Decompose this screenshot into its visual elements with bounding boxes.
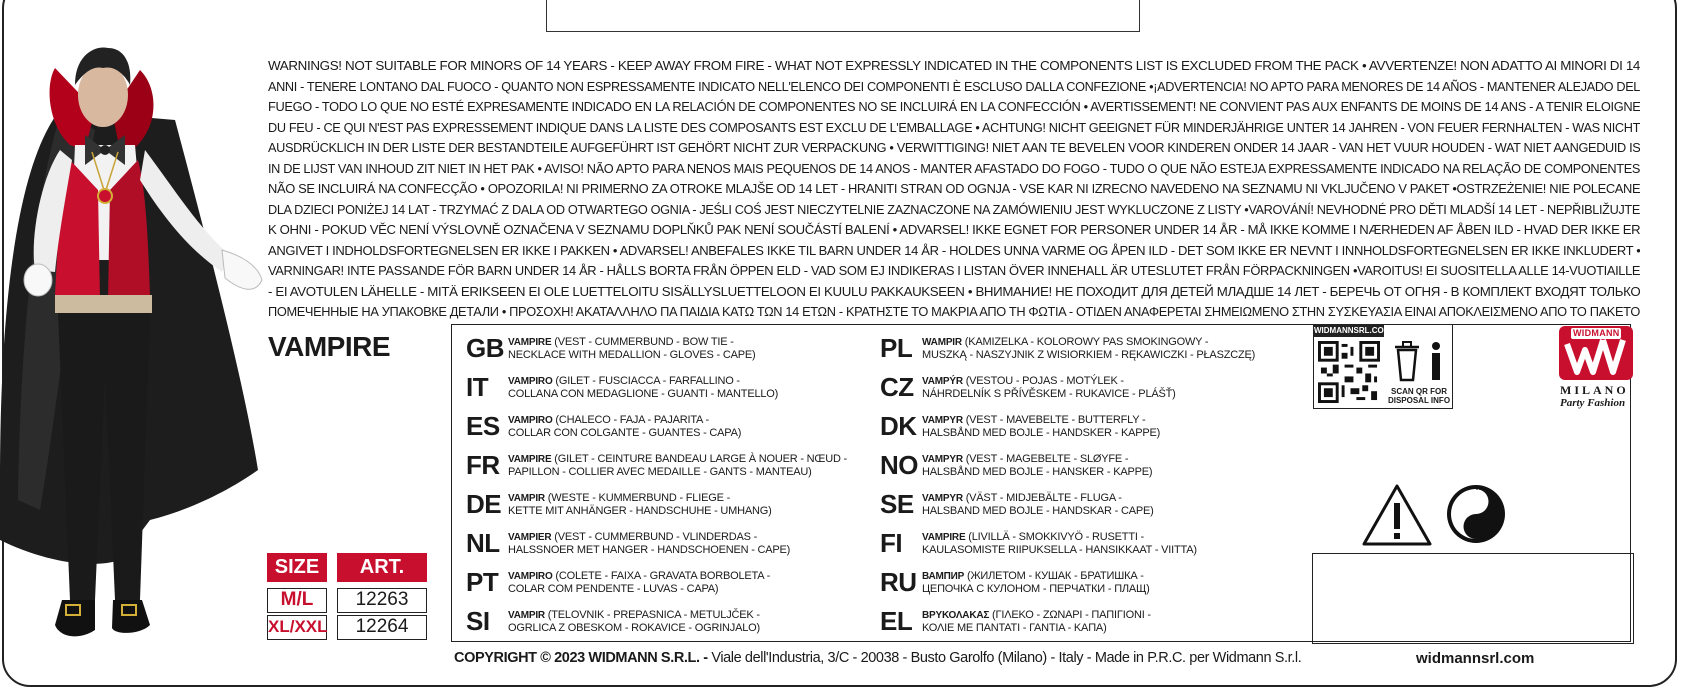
- language-components: [508, 492, 772, 517]
- costume-name: ΒΡΥΚΟΛΑΚΑΣ: [922, 610, 990, 621]
- warning-line: FUEGO - TODO LO QUE NO ESTÉ EXPRESAMENTE INDICADO EN LA RELACIÓN DE COMPONENTES NO SE INCLUIRÁ EN LA CONFECCIÓN • AVERTISSEMENT! NE CONVIENT PAS AUX ENFANTS DE MOINS DE 14 ANS - A TENIR ELOIGNE: [268, 100, 1641, 114]
- language-components: [508, 336, 756, 361]
- qr-header: WIDMANNSRL.COM: [1314, 326, 1391, 335]
- language-components: [508, 375, 778, 400]
- language-entry-si: [466, 606, 760, 637]
- costume-name: VAMPYR: [922, 454, 963, 465]
- language-entry-pl: [880, 333, 1255, 364]
- language-components: [508, 414, 741, 439]
- language-components: [508, 453, 847, 478]
- language-entry-nl: [466, 528, 790, 559]
- art-header: ART.: [337, 553, 427, 582]
- warning-line: K OHNI - POKUD VĚC NENÍ VÝSLOVNĚ OZNAČENA V SEZNAMU DOPLŇKŮ PAK NENÍ SOUČÁSTÍ BALENÍ • ADVARSEL! IKKE EGNET FOR PERSONER UNDER 14 ÅR - MÅ IKKE KOMME I NÆRHEDEN AF ÅBEN ILD - HVAD DER IKKE ER: [268, 223, 1640, 237]
- components-line1: (TELOVNIK - PREPASNICA - METULJČEK -: [544, 609, 760, 621]
- language-entry-gb: [466, 333, 756, 364]
- language-code: DE: [466, 489, 502, 519]
- language-components: [922, 531, 1197, 556]
- costume-name: VAMPIRO: [508, 571, 553, 582]
- brand-city: MILANO: [1560, 383, 1629, 397]
- components-line2: COLAR COM PENDENTE - LUVAS - CAPA): [508, 583, 719, 595]
- qr-code-icon: [1318, 340, 1380, 404]
- language-components: [922, 570, 1150, 595]
- language-entry-fi: [880, 528, 1197, 559]
- language-entry-de: [466, 489, 772, 520]
- widmann-logo: [1553, 326, 1643, 411]
- qr-disposal-box: [1313, 324, 1453, 409]
- website-link[interactable]: widmannsrl.com: [1416, 650, 1535, 667]
- blank-label-box: [1312, 553, 1634, 644]
- green-dot-recycle-icon: [1445, 483, 1507, 545]
- language-code: EL: [880, 606, 913, 636]
- language-entry-fr: [466, 450, 847, 481]
- art-cell: 12263: [337, 588, 427, 613]
- components-line1: (VÄST - MIDJEBÄLTE - FLUGA -: [962, 492, 1122, 504]
- language-entry-es: [466, 411, 741, 442]
- components-line1: (VEST - CUMMERBUND - VLINDERDAS -: [551, 531, 758, 543]
- widmann-logo-text: WIDMANN: [1573, 328, 1620, 338]
- language-code: RU: [880, 567, 917, 597]
- language-code: NO: [880, 450, 918, 480]
- language-entry-cz: [880, 372, 1176, 403]
- components-line1: (VEST - MAVEBELTE - BUTTERFLY -: [962, 414, 1146, 426]
- product-title: VAMPIRE: [268, 331, 390, 362]
- language-entry-el: [880, 606, 1151, 637]
- warning-line: ANNI - TENERE LONTANO DAL FUOCO - QUANTO NON ESPRESSAMENTE INDICATO NELL'ELENCO DEI COMPONENTI È ESCLUSO DALLA CONFEZIONE •¡ADVERTENCIA! NO APTO PARA MENORES DE 14 AÑOS - MANTENER ALEJADO DEL: [268, 79, 1640, 94]
- components-line2: COLLAR CON COLGANTE - GUANTES - CAPA): [508, 427, 742, 439]
- components-line1: (KAMIZELKA - KOLOROWY PAS SMOKINGOWY -: [961, 336, 1209, 348]
- size-cell: M/L: [267, 588, 327, 613]
- language-components: [922, 453, 1152, 478]
- warning-line: ANGIVET I INDHOLDSFORTEGNELSEN ER IKKE I PAKKEN • ADVARSEL! ANBEFALES IKKE TIL BARN UNDER 14 ÅR - HOLDES UNNA VARME OG ÅPEN ILD - DET SOM IKKE ER NEVNT I INNHOLDSFORTEGNELSEN ER IKKE INKLUDERT •: [268, 243, 1640, 258]
- costume-name: VAMPYR: [922, 415, 963, 426]
- language-code: SI: [466, 606, 490, 636]
- components-line2: HALSBAND MED BOJLE - HANDSKAR - CAPE): [922, 505, 1154, 517]
- warning-line: DLA DZIECI PONIŻEJ 14 LAT - TRZYMAĆ Z DALA OD OTWARTEGO OGNIA - JEŚLI COŚ JEST NIECZYTELNIE ZAZNACZONE NA ZAMÓWIENIU JEST WYKLUCZONE Z LISTY •VAROVÁNÍ! NEVHODNÉ PRO DĚTI MLADŠÍ 14 LET - NEPŘIBLIŽUJTE: [268, 202, 1640, 217]
- warning-line: NÃO SE INCLUIRÁ NA CONFECÇÃO • OPOZORILA! NI PRIMERNO ZA OTROKE MLAJŠE OD 14 LET - HRANITI STRAN OD OGNJA - VSE KAR NI IZRECNO NAVEDENO NA SEZNAMU NI VKLJUČENO V PAKET •OSTRZEŻENIE! NIE POLECANE: [268, 182, 1640, 196]
- language-code: IT: [466, 372, 489, 402]
- components-line2: KETTE MIT ANHÄNGER - HANDSCHUHE - UMHANG): [508, 505, 772, 517]
- warning-triangle-icon: [1361, 483, 1433, 547]
- components-line1: (CHALECO - FAJA - PAJARITA -: [552, 414, 709, 426]
- costume-name: VAMPIR: [508, 610, 545, 621]
- components-line2: MUSZKĄ - NASZYJNIK Z WISIORKIEM - RĘKAWICZKI - PŁASZCZĘ): [922, 349, 1256, 361]
- language-entry-ru: [880, 567, 1150, 598]
- qr-caption-line1: SCAN QR FOR: [1391, 387, 1447, 396]
- language-components: [508, 531, 790, 556]
- warnings-text: [268, 56, 1640, 323]
- language-code: PL: [880, 333, 913, 363]
- components-line1: (GILET - FUSCIACCA - FARFALLINO -: [552, 375, 740, 387]
- language-components: [922, 375, 1176, 400]
- language-code: PT: [466, 567, 499, 597]
- language-components: [922, 609, 1151, 634]
- brand-tagline: Party Fashion: [1560, 397, 1626, 409]
- components-line2: ΚΟΛΙΕ ΜΕ ΠΑΝΤΑΤΙ - ΓΑΝΤΙΑ - ΚΑΠΑ): [922, 622, 1107, 634]
- language-code: FR: [466, 450, 500, 480]
- costume-name: VAMPIRE: [922, 532, 966, 543]
- components-line1: (VESTOU - POJAS - MOTÝLEK -: [962, 375, 1124, 387]
- warning-line: IN DE LIJST VAN INHOUD ZIT NIET IN HET PAK • AVISO! NÃO APTO PARA NENOS MAIS PEQUENOS DE 14 ANOS - MANTER AFASTADO DO FOGO - TUDO O QUE NÃO ESTEJA EXPRESSAMENTE INDICADO NA RELAÇÃO DE COMPONENTES: [268, 161, 1640, 176]
- costume-name: VAMPIRO: [508, 376, 553, 387]
- warning-line: - EI AVOTULEN LÄHELLE - MITÄ ERIKSEEN EI OLE LUETTELOITU SISÄLLYSLUETTELOON EI KUULU PAKKAUKSEEN • ВНИМАНИЕ! НЕ ПОХОДИТ ДЛЯ ДЕТЕЙ МЛАДШЕ 14 ЛЕТ - БЕРЕЧЬ ОТ ОГНЯ - В КОМПЛЕКТ ВХОДЯТ ТОЛЬКО: [268, 284, 1640, 299]
- size-header: SIZE: [267, 553, 327, 582]
- warning-line: DU FEU - CE QUI N'EST PAS EXPRESSEMENT INDIQUE DANS LA LISTE DES COMPOSANTS EST EXCLU DE L'EMBALLAGE • ACHTUNG! NICHT GEEIGNET FÜR MINDERJÄHRIGE UNTER 14 JAHREN - VON FEUER FERNHALTEN - WAS NICHT: [268, 120, 1640, 135]
- components-line1: (ЖИЛЕТОМ - КУШАК - БРАТИШКА -: [964, 570, 1144, 582]
- address-text: Viale dell'Industria, 3/C - 20038 - Busto Garolfo (Milano) - Italy - Made in P.R.C. per Widmann S.r.l.: [707, 650, 1302, 666]
- art-cell: 12264: [337, 615, 427, 640]
- language-code: DK: [880, 411, 917, 441]
- costume-name: VAMPÝR: [922, 376, 963, 387]
- language-components: [922, 414, 1160, 439]
- components-line2: NECKLACE WITH MEDALLION - GLOVES - CAPE): [508, 349, 756, 361]
- language-code: CZ: [880, 372, 914, 402]
- components-line1: (COLETE - FAIXA - GRAVATA BORBOLETA -: [552, 570, 771, 582]
- warning-line: AUSDRÜCKLICH IN DER LISTE DER BESTANDTEILE AUFGEFÜHRT IST GEHÖRT NICHT ZUR VERPACKUNG • VERWITTIGING! NIET AAN TE BEVELEN VOOR KINDEREN ONDER 14 JAAR - VAN HET VUUR HOUDEN - WAT NIET AANGEDUID IS: [268, 141, 1640, 155]
- components-line1: (WESTE - KUMMERBUND - FLIEGE -: [544, 492, 731, 504]
- trash-bin-info-icon: [1390, 338, 1452, 384]
- costume-name: VAMPIRE: [508, 454, 552, 465]
- costume-name: VAMPIER: [508, 532, 552, 543]
- top-label-box: [546, 0, 1140, 32]
- language-entry-it: [466, 372, 778, 403]
- components-line2: NÁHRDELNÍK S PŘÍVĚSKEM - RUKAVICE - PLÁŠŤ): [922, 388, 1176, 400]
- qr-caption: [1386, 387, 1452, 405]
- costume-name: VAMPIRO: [508, 415, 553, 426]
- language-components: [922, 492, 1154, 517]
- language-components: [922, 336, 1255, 361]
- vampire-costume-figure: [0, 40, 265, 680]
- components-line2: OGRLICA Z OBESKOM - ROKAVICE - OGRINJALO): [508, 622, 760, 634]
- components-line1: (GILET - CEINTURE BANDEAU LARGE À NOUER - NŒUD -: [551, 453, 848, 465]
- components-line2: COLLANA CON MEDAGLIONE - GUANTI - MANTELLO): [508, 388, 779, 400]
- warning-line: VARNINGAR! INTE PASSANDE FÖR BARN UNDER 14 ÅR - HÅLLS BORTA FRÅN ÖPPEN ELD - VAD SOM EJ INDIKERAS I LISTAN ÖVER INNEHALL ÄR UTESLUTET FRÅN FÖRPACKNINGEN •VAROITUS! EI SUOSITELLA ALLE 14-VUOTIAILLE: [268, 264, 1640, 278]
- costume-name: VAMPYR: [922, 493, 963, 504]
- components-line2: HALSBÅND MED BOJLE - HANSKER - KAPPE): [922, 466, 1153, 478]
- language-code: NL: [466, 528, 500, 558]
- components-line2: HALSSNOER MET HANGER - HANDSCHOENEN - CAPE): [508, 544, 791, 556]
- language-entry-pt: [466, 567, 770, 598]
- warning-line: ПОМЕЧЕННЫЕ НА УПАКОВКЕ ДЕТАЛИ • ΠΡΟΣΟΧΗ! ΑΚΑΤΑΛΛΗΛΟ ΠΑ ΠΑΙΔΙΑ ΚΑΤΩ ΤΩΝ 14 ΕΤΩΝ - ΚΡΑΤΗΣΤΕ ΤΟ ΜΑΚΡΙΑ ΑΠΟ ΤΗ ΦΩΤΙΑ - ΟΤΙΔΕΝ ΑΝΑΦΕΡΕΤΑΙ ΣΗΜΕΙΩΜΕΝΟ ΣΤΗΝ ΣΥΣΚΕΥΑΣΙΑ ΕΙΝΑΙ ΑΠΟΚΛΕΙΣΜΕΝΟ ΑΠΟ ΤΟ ΠΑΚΕΤΟ: [268, 305, 1640, 319]
- language-entry-dk: [880, 411, 1160, 442]
- warning-line: WARNINGS! NOT SUITABLE FOR MINORS OF 14 YEARS - KEEP AWAY FROM FIRE - WHAT NOT EXPRESSLY INDICATED IN THE COMPONENTS LIST IS EXCLUDED FROM THE PACK • AVVERTENZE! NON ADATTO AI MINORI DI 14: [268, 59, 1640, 73]
- components-line2: ЦЕПОЧКА С КУЛОНОМ - ПЕРЧАТКИ - ПЛАЩ): [922, 583, 1150, 595]
- language-components: [508, 570, 770, 595]
- language-entry-se: [880, 489, 1154, 520]
- footer-copyright: [454, 650, 1301, 666]
- components-line2: KAULASOMISTE RIIPUKSELLA - HANSIKKAAT - VIITTA): [922, 544, 1197, 556]
- qr-caption-line2: DISPOSAL INFO: [1387, 396, 1451, 405]
- language-components: [508, 609, 760, 634]
- language-code: FI: [880, 528, 903, 558]
- components-line1: (VEST - MAGEBELTE - SLØYFE -: [962, 453, 1129, 465]
- components-line1: (VEST - CUMMERBUND - BOW TIE -: [551, 336, 734, 348]
- language-code: GB: [466, 333, 504, 363]
- components-line1: (ΓΙΛΕΚΟ - ΖΩΝΑΡΙ - ΠΑΠΙΓΙΟΝΙ -: [989, 609, 1151, 621]
- language-code: ES: [466, 411, 500, 441]
- components-line1: (LIVILLÄ - SMOKKIVYÖ - RUSETTI -: [965, 531, 1145, 543]
- costume-name: WAMPIR: [922, 337, 962, 348]
- language-entry-no: [880, 450, 1152, 481]
- components-line2: HALSBÅND MED BOJLE - HANDSKER - KAPPE): [922, 427, 1161, 439]
- size-cell: XL/XXL: [267, 615, 327, 640]
- components-line2: PAPILLON - COLLIER AVEC MEDAILLE - GANTS - MANTEAU): [508, 466, 812, 478]
- language-code: SE: [880, 489, 914, 519]
- costume-name: VAMPIR: [508, 493, 545, 504]
- copyright-text: COPYRIGHT © 2023 WIDMANN S.R.L. -: [454, 650, 708, 666]
- costume-name: VAMPIRE: [508, 337, 552, 348]
- costume-name: ВАМПИР: [922, 571, 965, 582]
